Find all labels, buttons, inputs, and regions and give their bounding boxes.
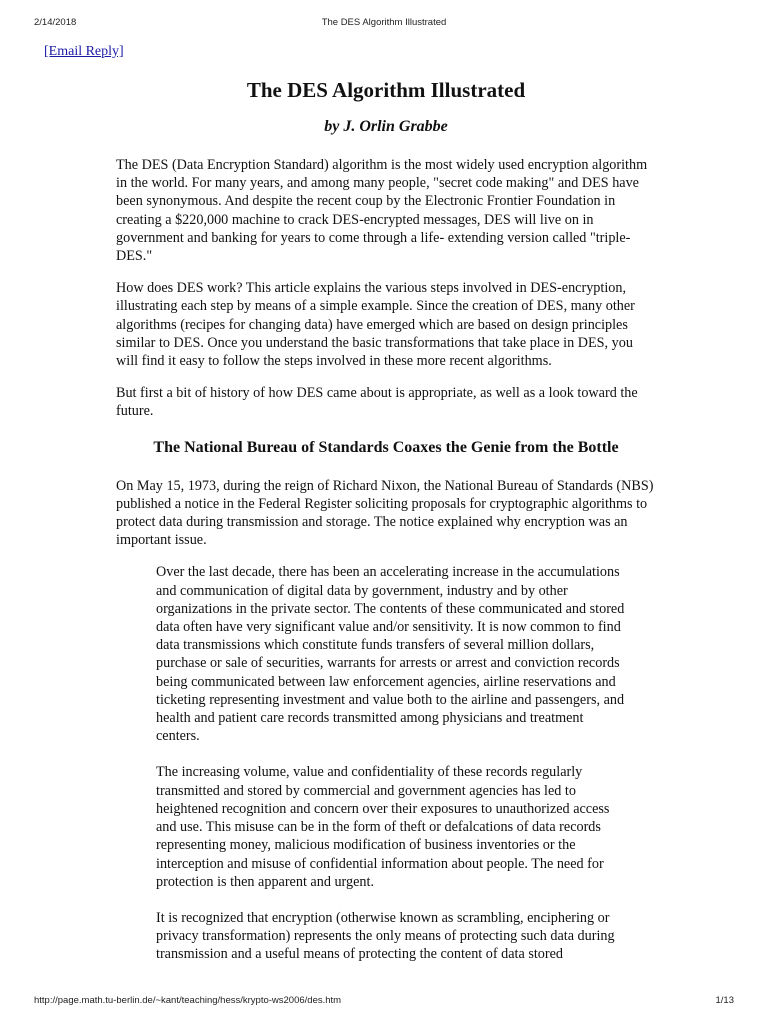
history-intro-paragraph: But first a bit of history of how DES came about is appropriate, as well as a look toward the future. [116,385,638,420]
intro-paragraph: The DES (Data Encryption Standard) algorithm is the most widely used encryption algorithm in the world. For many years, and among many people, "secret code making" and DES have been synonymous. And despite the recent coup by the Electronic Frontier Foundation in creating a $220,000 machine to crack DES-encrypted messages, DES will live on in government and banking for years to come through a life- extending version called "triple-DES." [116,157,648,265]
quote-paragraph: Over the last decade, there has been an accelerating increase in the accumulations and communication of digital data by government, industry and by other organizations in the private sector. The contents of these communicated and stored data often have very significant value and/or sensitivity. It is now common to find data transmissions which constitute funds transfers of several million dollars, purchase or sale of securities, warrants for arrests or arrest and conviction records being communicated between law enforcement agencies, airline reservations and ticketing representing investment and value both to the airline and passengers, and health and patient care records transmitted among physicians and treatment centers. [156,564,625,745]
article-content [44,40,656,982]
print-header [34,17,734,31]
page-number: 1/13 [715,995,734,1006]
federal-register-quote [156,563,626,963]
article-author: by J. Orlin Grabbe [324,118,448,135]
email-reply-link[interactable]: [Email Reply] [44,44,124,59]
article-title: The DES Algorithm Illustrated [246,78,526,102]
page-url: http://page.math.tu-berlin.de/~kant/teaching/hess/krypto-ws2006/des.htm [34,995,342,1006]
nbs-notice-paragraph: On May 15, 1973, during the reign of Richard Nixon, the National Bureau of Standards (NBS) published a notice in the Federal Register soliciting proposals for cryptographic algorithms to protect data during transmission and storage. The notice explained why encryption was an important issue. [116,477,654,549]
print-date: 2/14/2018 [34,17,77,28]
print-document-title: The DES Algorithm Illustrated [321,17,447,28]
section-heading: The National Bureau of Standards Coaxes the Genie from the Bottle [153,438,619,456]
how-des-works-paragraph: How does DES work? This article explains the various steps involved in DES-encryption, illustrating each step by means of a simple example. Since the creation of DES, many other algorithms (recipes for changing data) have emerged which are based on design principles similar to DES. Once you understand the basic transformations that take place in DES, you will find it easy to follow the steps involved in these more recent algorithms. [116,280,635,370]
quote-paragraph: It is recognized that encryption (otherwise known as scrambling, enciphering or privacy transformation) represents the only means of protecting such data during transmission and a useful means of protecting the content of data stored [156,909,615,963]
print-footer [34,995,734,1009]
quote-paragraph: The increasing volume, value and confidentiality of these records regularly transmitted and stored by commercial and government agencies has led to heightened recognition and concern over their exposures to unauthorized access and use. This misuse can be in the form of theft or defalcations of data records representing money, malicious modification of business inventories or the interception and misuse of confidential information about people. The need for protection is then apparent and urgent. [156,764,610,890]
